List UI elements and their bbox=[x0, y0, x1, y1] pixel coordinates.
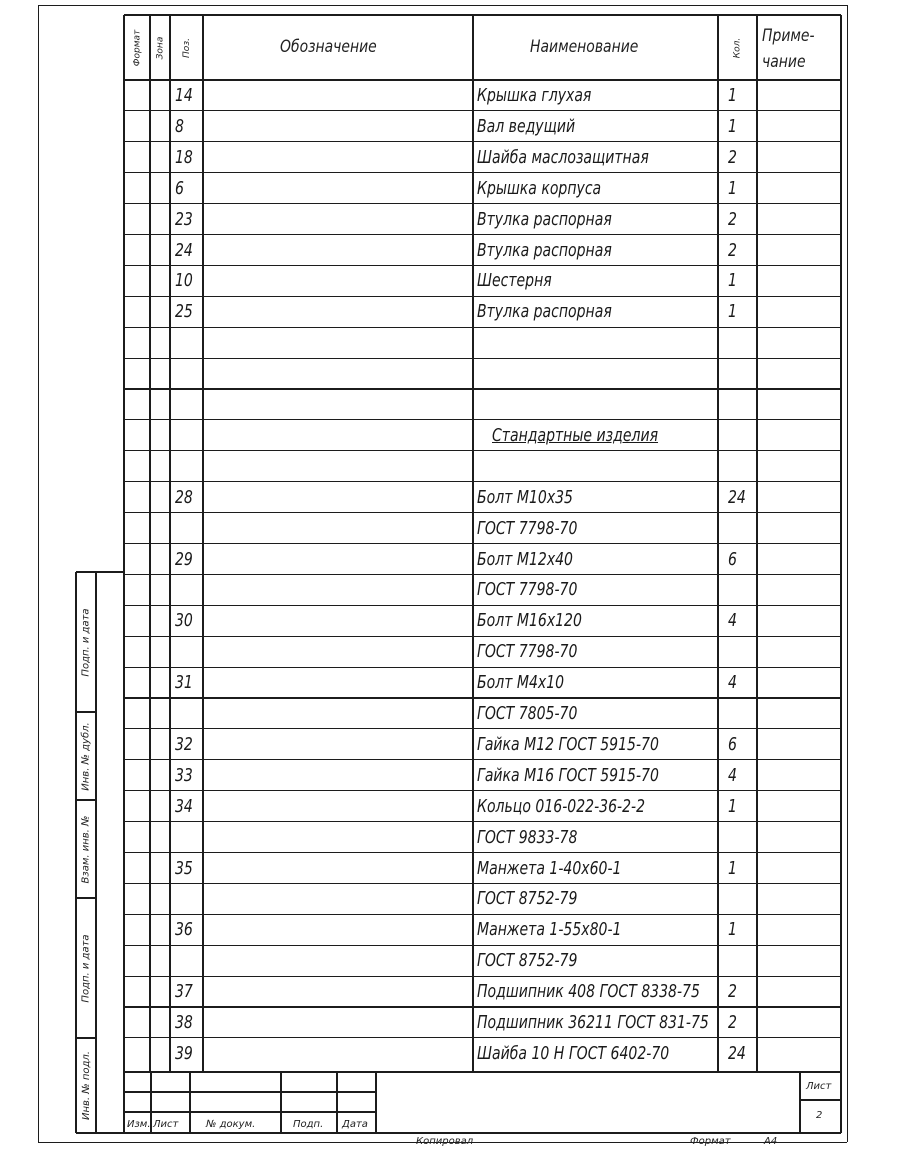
title-block-row bbox=[124, 1111, 376, 1112]
cell-name: Шайба 10 Н ГОСТ 6402-70 bbox=[477, 1042, 670, 1064]
cell-quantity: 2 bbox=[728, 1012, 737, 1033]
title-block-row bbox=[124, 1091, 376, 1092]
side-stamp-rule bbox=[76, 799, 96, 800]
cell-quantity: 1 bbox=[728, 301, 737, 323]
cell-quantity: 24 bbox=[728, 1042, 746, 1064]
side-stamp-left bbox=[75, 572, 76, 1133]
tb-list: Лист bbox=[153, 1119, 179, 1130]
cell-name: ГОСТ 8752-79 bbox=[477, 888, 578, 910]
cell-position: 18 bbox=[175, 146, 193, 168]
cell-name: ГОСТ 7798-70 bbox=[477, 641, 578, 663]
header-note-2: чание bbox=[762, 52, 806, 72]
cell-name: ГОСТ 7805-70 bbox=[477, 703, 578, 724]
cell-position: 35 bbox=[175, 857, 193, 879]
cell-quantity: 2 bbox=[728, 146, 737, 168]
cell-position: 36 bbox=[175, 919, 193, 941]
cell-name: Крышка глухая bbox=[477, 85, 592, 106]
cell-position: 34 bbox=[175, 795, 193, 817]
cell-quantity: 1 bbox=[728, 919, 737, 941]
title-block-rule bbox=[799, 1072, 800, 1133]
cell-quantity: 4 bbox=[728, 672, 737, 694]
side-inv-dubl: Инв. № дубл. bbox=[80, 721, 92, 791]
cell-name: Подшипник 408 ГОСТ 8338-75 bbox=[477, 981, 700, 1003]
border-top bbox=[124, 14, 841, 16]
cell-position: 14 bbox=[175, 85, 193, 106]
cell-name: Гайка М16 ГОСТ 5915-70 bbox=[477, 764, 659, 786]
side-sign-date-1: Подп. и дата bbox=[80, 607, 92, 677]
cell-quantity: 2 bbox=[728, 208, 737, 230]
cell-name: Манжета 1-40х60-1 bbox=[477, 857, 622, 879]
cell-quantity: 1 bbox=[728, 85, 737, 106]
cell-name: Болт М16х120 bbox=[477, 610, 582, 632]
cell-name: Вал ведущий bbox=[477, 115, 576, 137]
cell-position: 31 bbox=[175, 672, 193, 694]
header-qty: Кол. bbox=[731, 37, 742, 59]
cell-name: ГОСТ 8752-79 bbox=[477, 950, 578, 972]
header-designation: Обозначение bbox=[280, 37, 377, 57]
tb-sign: Подп. bbox=[293, 1119, 324, 1130]
cell-quantity: 6 bbox=[728, 733, 737, 755]
cell-quantity: 1 bbox=[728, 115, 737, 137]
tb-date: Дата bbox=[342, 1119, 368, 1130]
side-stamp-rule bbox=[76, 897, 96, 898]
side-stamp-top bbox=[76, 571, 124, 572]
title-block-rule bbox=[336, 1072, 337, 1133]
cell-name: Крышка корпуса bbox=[477, 177, 602, 199]
side-stamp-bottom bbox=[76, 1132, 124, 1133]
title-block-rule bbox=[280, 1072, 281, 1133]
cell-name: Шайба маслозащитная bbox=[477, 146, 649, 168]
cell-position: 32 bbox=[175, 733, 193, 755]
cell-name: ГОСТ 7798-70 bbox=[477, 517, 578, 539]
cell-position: 28 bbox=[175, 486, 193, 508]
cell-quantity: 1 bbox=[728, 857, 737, 879]
footer-format-value: А4 bbox=[764, 1136, 778, 1147]
outer-frame-top bbox=[38, 5, 847, 6]
cell-position: 24 bbox=[175, 239, 193, 261]
cell-position: 38 bbox=[175, 1012, 193, 1033]
cell-position: 29 bbox=[175, 548, 193, 570]
cell-position: 25 bbox=[175, 301, 193, 323]
table-row bbox=[124, 389, 841, 420]
cell-name: Манжета 1-55х80-1 bbox=[477, 919, 622, 941]
cell-quantity: 4 bbox=[728, 610, 737, 632]
cell-position: 30 bbox=[175, 610, 193, 632]
cell-name: Втулка распорная bbox=[477, 208, 612, 230]
cell-position: 23 bbox=[175, 208, 193, 230]
cell-quantity: 4 bbox=[728, 764, 737, 786]
title-block-rule bbox=[150, 1072, 151, 1133]
cell-name: Болт М4х10 bbox=[477, 672, 565, 694]
tb-sheet-number: 2 bbox=[816, 1110, 823, 1121]
cell-name: Болт М12х40 bbox=[477, 548, 574, 570]
outer-frame-left bbox=[38, 5, 39, 1142]
side-stamp-mid bbox=[95, 572, 96, 1133]
cell-quantity: 6 bbox=[728, 548, 737, 570]
cell-quantity: 24 bbox=[728, 486, 746, 508]
cell-name: Гайка М12 ГОСТ 5915-70 bbox=[477, 733, 659, 755]
tb-sheet-label: Лист bbox=[806, 1081, 832, 1092]
header-format: Формат bbox=[131, 29, 142, 67]
cell-name: ГОСТ 9833-78 bbox=[477, 826, 578, 848]
title-block-rule bbox=[189, 1072, 190, 1133]
header-note-1: Приме- bbox=[762, 26, 815, 46]
table-row bbox=[124, 358, 841, 389]
header-pos: Поз. bbox=[181, 38, 192, 58]
cell-position: 6 bbox=[175, 177, 184, 199]
cell-position: 39 bbox=[175, 1042, 193, 1064]
outer-frame-right bbox=[847, 5, 848, 1142]
border-bottom bbox=[96, 1132, 841, 1134]
title-block-rule bbox=[375, 1072, 376, 1133]
title-block-row bbox=[800, 1099, 841, 1100]
cell-quantity: 1 bbox=[728, 270, 737, 292]
side-inv-podl: Инв. № подл. bbox=[80, 1051, 92, 1120]
cell-name: Кольцо 016-022-36-2-2 bbox=[477, 795, 646, 817]
cell-name: Болт М10х35 bbox=[477, 486, 574, 508]
cell-position: 37 bbox=[175, 981, 193, 1003]
cell-name: ГОСТ 7798-70 bbox=[477, 579, 578, 601]
section-heading: Стандартные изделия bbox=[492, 424, 659, 446]
cell-name: Втулка распорная bbox=[477, 239, 612, 261]
tb-izm: Изм. bbox=[127, 1119, 151, 1130]
footer-copied: Копировал bbox=[416, 1136, 474, 1147]
cell-quantity: 1 bbox=[728, 795, 737, 817]
cell-name: Шестерня bbox=[477, 270, 552, 292]
table-row bbox=[124, 420, 841, 451]
side-stamp-rule bbox=[76, 711, 96, 712]
side-sign-date-2: Подп. и дата bbox=[80, 933, 92, 1003]
side-stamp-rule bbox=[76, 1037, 96, 1038]
cell-position: 10 bbox=[175, 270, 193, 292]
header-zone: Зона bbox=[154, 36, 165, 60]
cell-position: 33 bbox=[175, 764, 193, 786]
cell-quantity: 1 bbox=[728, 177, 737, 199]
tb-doc-no: № докум. bbox=[206, 1119, 256, 1130]
cell-name: Втулка распорная bbox=[477, 301, 612, 323]
footer-format-label: Формат bbox=[690, 1136, 731, 1147]
table-row bbox=[124, 451, 841, 482]
side-vzam-inv: Взам. инв. № bbox=[80, 815, 92, 883]
title-block-top bbox=[124, 1071, 841, 1073]
table-row bbox=[124, 327, 841, 358]
cell-quantity: 2 bbox=[728, 239, 737, 261]
header-name: Наименование bbox=[530, 37, 639, 57]
cell-name: Подшипник 36211 ГОСТ 831-75 bbox=[477, 1012, 709, 1033]
cell-quantity: 2 bbox=[728, 981, 737, 1003]
cell-position: 8 bbox=[175, 115, 184, 137]
